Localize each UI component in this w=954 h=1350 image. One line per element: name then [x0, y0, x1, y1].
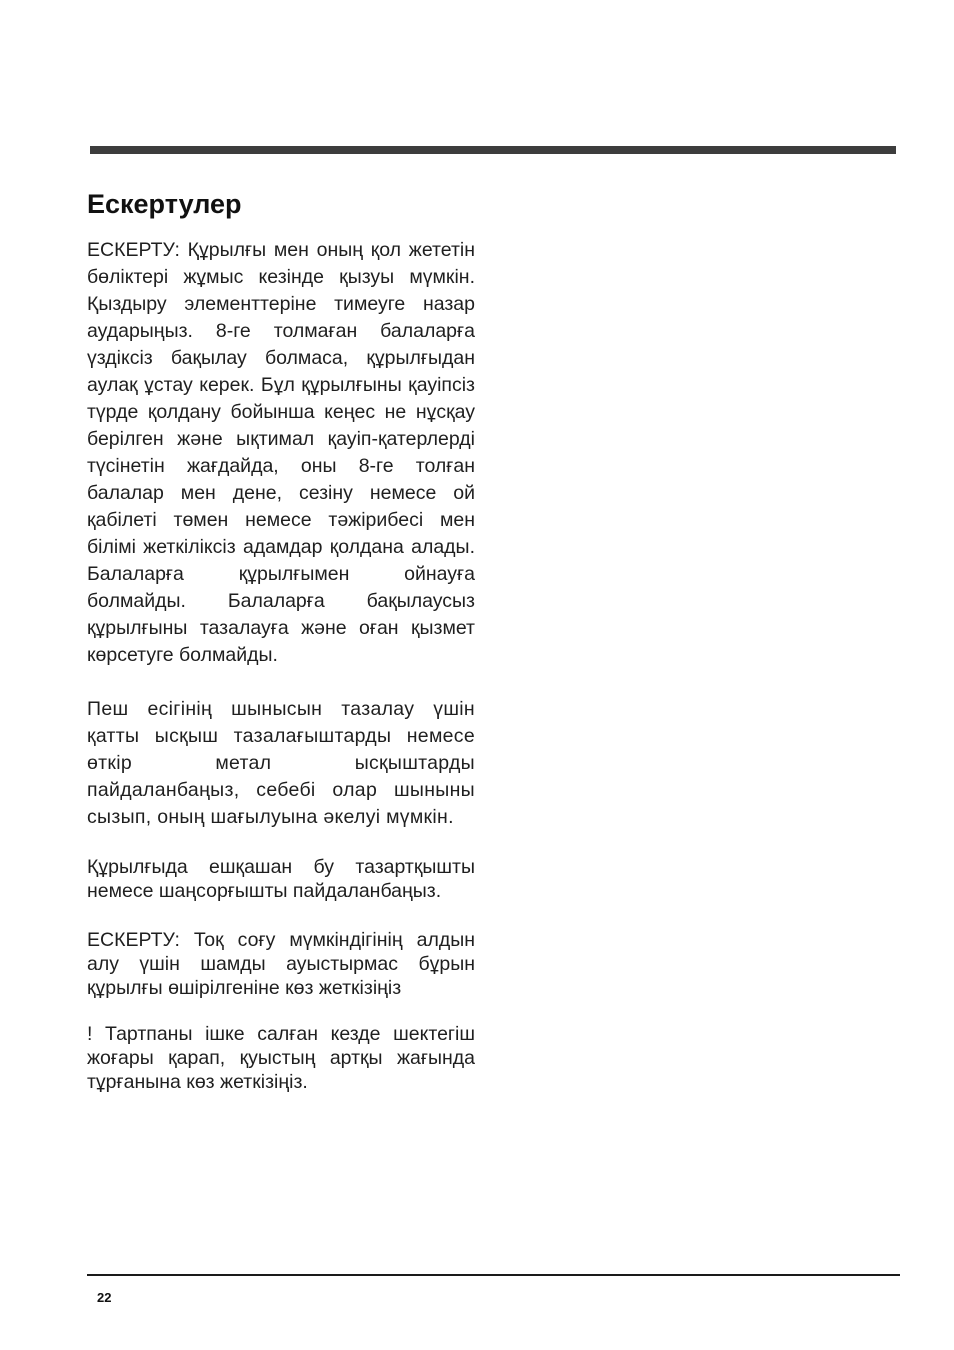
- page-number: 22: [97, 1290, 112, 1305]
- paragraph-steam-cleaner: Құрылғыда ешқашан бу тазартқышты немесе шаңсорғышты пайдаланбаңыз.: [87, 856, 475, 902]
- section-title: Ескертулер: [87, 189, 242, 219]
- warning-paragraph-hot-parts: ЕСКЕРТУ: Құрылғы мен оның қол жететін бөліктері жұмыс кезінде қызуы мүмкін. Қыздыру элементтеріне тимеуге назар аударыңыз. 8-ге толмаған балаларға үздіксіз бақылау болмаса, құрылғыдан аулақ ұстау керек. Бұл құрылғыны қауіпсіз түрде қолдану бойынша кеңес не нұсқау берілген және ықтимал қауіп-қатерлерді түсінетін жағдайда, оны 8-ге толған балалар мен дене, сезіну немесе ой қабілеті төмен немесе тәжірибесі мен білімі жеткіліксіз адамдар қолдана алады. Балаларға құрылғымен ойнауға болмайды. Балаларға бақылаусыз құрылғыны тазалауға және оған қызмет көрсетуге болмайды.: [87, 239, 475, 666]
- footer-divider-line: [87, 1274, 900, 1276]
- warning-paragraph-lamp: ЕСКЕРТУ: Тоқ соғу мүмкіндігінің алдын алу үшін шамды ауыстырмас бұрын құрылғы өшірілгеніне көз жеткізіңіз: [87, 929, 475, 999]
- header-divider-bar: [90, 146, 896, 154]
- paragraph-shelf-insertion: ! Тартпаны ішке салған кезде шектегіш жоғары қарап, қуыстың артқы жағында тұрғанына көз жеткізіңіз.: [87, 1023, 475, 1093]
- paragraph-glass-cleaning: Пеш есігінің шынысын тазалау үшін қатты ысқыш тазалағыштарды немесе өткір метал ысқыштарды пайдаланбаңыз, себебі олар шыныны сызып, оның шағылуына әкелуі мүмкін.: [87, 698, 475, 828]
